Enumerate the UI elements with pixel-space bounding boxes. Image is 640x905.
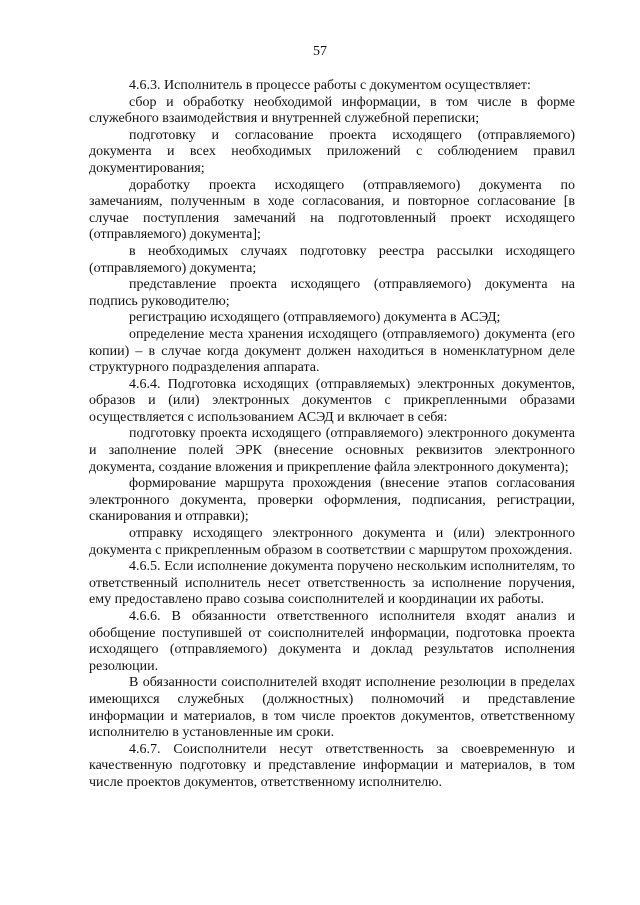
- paragraph-electronic-sending: отправку исходящего электронного документа и (или) электронного документа с прикрепленным образом в соответствии с маршрутом прохождения.: [89, 526, 575, 558]
- paragraph-draft-revision: доработку проекта исходящего (отправляемого) документа по замечаниям, полученным в ходе согласования, и повторное согласование [в случае поступления замечаний на подготовленный проект исходящего (отправляемого) документа];: [89, 177, 575, 243]
- paragraph-4-6-6: 4.6.6. В обязанности ответственного исполнителя входят анализ и обобщение поступившей от соисполнителей информации, подготовка проекта исходящего (отправляемого) документа и доклад результатов исполнения резолюции.: [89, 609, 575, 674]
- paragraph-4-6-5: 4.6.5. Если исполнение документа поручено нескольким исполнителям, то ответственный исполнитель несет ответственность за исполнение поручения, ему предоставлено право созыва соисполнителей и координации их работы.: [89, 559, 575, 608]
- paragraph-coexecutor-duties: В обязанности соисполнителей входят исполнение резолюции в пределах имеющихся служебных (должностных) полномочий и представление информации и материалов, в том числе проектов документов, ответственному исполнителю в установленные им сроки.: [89, 675, 575, 741]
- paragraph-4-6-4: 4.6.4. Подготовка исходящих (отправляемых) электронных документов, образов и (или) электронных документов с прикрепленными образами осуществляется с использованием АСЭД и включает в себя:: [89, 376, 575, 425]
- paragraph-4-6-7: 4.6.7. Соисполнители несут ответственность за своевременную и качественную подготовку и представление информации и материалов, в том числе проектов документов, ответственному исполнителю.: [89, 741, 575, 790]
- paragraph-electronic-draft: подготовку проекта исходящего (отправляемого) электронного документа и заполнение полей ЭРК (внесение основных реквизитов электронного документа, создание вложения и прикрепление файла электронного документа);: [89, 426, 575, 475]
- paragraph-4-6-3-heading: 4.6.3. Исполнитель в процессе работы с документом осуществляет:: [129, 78, 531, 93]
- page-number: 57: [313, 44, 327, 59]
- paragraph-mailing-register: в необходимых случаях подготовку реестра рассылки исходящего (отправляемого) документа;: [89, 243, 575, 276]
- paragraph-storage-location: определение места хранения исходящего (отправляемого) документа (его копии) – в случае когда документ должен находиться в номенклатурном деле структурного подразделения аппарата.: [89, 326, 575, 376]
- paragraph-submission-for-signature: представление проекта исходящего (отправляемого) документа на подпись руководителю;: [89, 277, 575, 309]
- paragraph-registration: регистрацию исходящего (отправляемого) документа в АСЭД;: [129, 310, 501, 326]
- paragraph-info-collection: сбор и обработку необходимой информации, в том числе в форме служебного взаимодействия и внутренней служебной переписки;: [89, 94, 575, 127]
- paragraph-route-formation: формирование маршрута прохождения (внесение этапов согласования электронного документа, проверки оформления, подписания, регистрации, сканирования и отправки);: [89, 476, 575, 525]
- document-body: [89, 78, 575, 792]
- paragraph-draft-preparation: подготовку и согласование проекта исходящего (отправляемого) документа и всех необходимых приложений с соблюдением правил документирования;: [89, 127, 575, 176]
